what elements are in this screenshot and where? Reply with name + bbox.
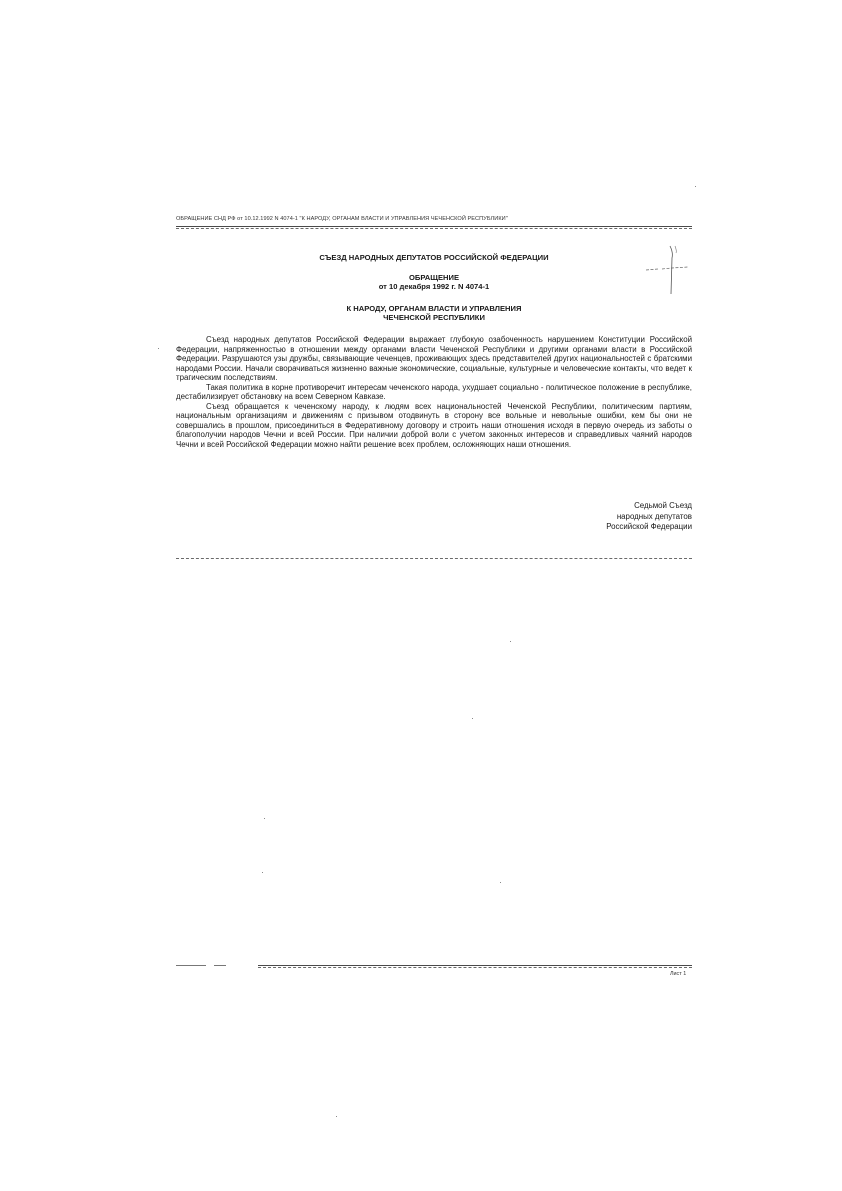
scan-speck [510, 641, 511, 642]
content-end-rule [176, 558, 692, 559]
page-label: Лист 1 [670, 971, 687, 977]
paragraph-1: Съезд народных депутатов Российской Федерации выражает глубокую озабоченность нарушением Конституции Российской Федерации, напряженностью в отношении между органами власти Чеченской Республики и другими органами власти в Российской Федерации. Разрушаются узы дружбы, связывающие чеченцев, проживающих здесь представителей других национальностей с братскими народами России. Начали сворачиваться жизненно важные экономические, социальные, культурные и человеческие контакты, что ведет к трагическим последствиям. [176, 335, 692, 383]
scan-speck [500, 882, 501, 883]
footer-rule-left [176, 965, 206, 966]
document-body [176, 335, 692, 450]
scan-speck [695, 186, 696, 187]
footer-rule-mid [214, 965, 226, 966]
paragraph-2: Такая политика в корне противоречит интересам чеченского народа, ухудшает социально - политическое положение в республике, дестабилизирует обстановку на всем Северном Кавказе. [176, 382, 692, 402]
scan-speck [336, 1116, 337, 1117]
running-header: ОБРАЩЕНИЕ СНД РФ от 10.12.1992 N 4074-1 "К НАРОДУ, ОРГАНАМ ВЛАСТИ И УПРАВЛЕНИЯ ЧЕЧЕНСКОЙ РЕСПУБЛИКИ" [176, 216, 508, 222]
scan-speck [262, 872, 263, 873]
signature-line-3: Российской Федерации [606, 522, 692, 531]
signature-block [606, 501, 692, 533]
scan-speck [472, 718, 473, 719]
header-rule-secondary [176, 228, 692, 229]
scan-speck [264, 818, 265, 819]
document-type: ОБРАЩЕНИЕ [408, 273, 460, 282]
footer-rule-secondary [258, 967, 692, 968]
paragraph-3: Съезд обращается к чеченскому народу, к людям всех национальностей Чеченской Республики, политическим партиям, национальным организациям и движениям с призывом отодвинуть в сторону все вольные и невольные ошибки, кем бы они не совершались в прошлом, присоединиться в Федеративному договору и строить наши отношения исходя в первую очередь из заботы о благополучии народов Чечни и всей России. При наличии доброй воли с учетом законных интересов и справедливых чаяний народов Чечни и всей Российской Федерации можно найти решение всех проблем, осложняющих наши отношения. [176, 401, 692, 450]
addressee-line-2: ЧЕЧЕНСКОЙ РЕСПУБЛИКИ [383, 313, 485, 322]
header-rule [176, 226, 692, 227]
organization-title: СЪЕЗД НАРОДНЫХ ДЕПУТАТОВ РОССИЙСКОЙ ФЕДЕРАЦИИ [319, 253, 549, 262]
addressee-line-1: К НАРОДУ, ОРГАНАМ ВЛАСТИ И УПРАВЛЕНИЯ [346, 304, 522, 313]
signature-line-1: Седьмой Съезд [634, 501, 692, 510]
footer-rule [258, 965, 692, 966]
signature-line-2: народных депутатов [616, 511, 692, 521]
scan-speck [158, 348, 159, 349]
document-date: от 10 декабря 1992 г. N 4074-1 [378, 282, 490, 291]
